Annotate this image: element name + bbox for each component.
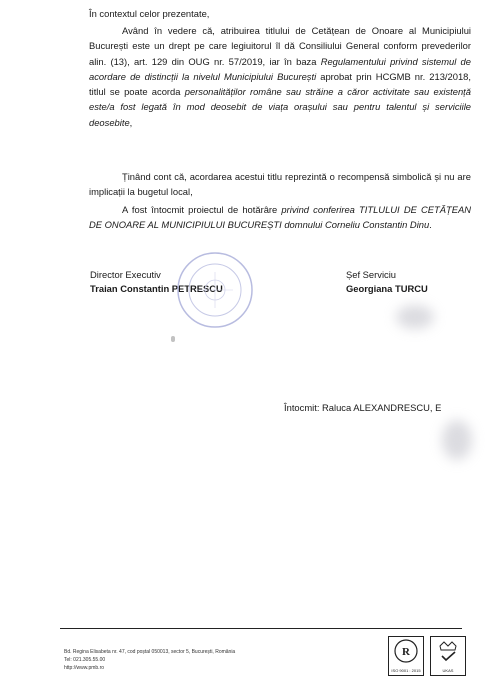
paragraph-project-text: A fost întocmit proiectul de hotărâre (122, 204, 282, 215)
redacted-signature (442, 420, 472, 460)
iso-seal-icon (389, 637, 423, 667)
eligibility-criteria: personalităților române sau străine a căror activitate sau existență este/a fost legată în mod deosebit de viața orașului sau pentru talentul și serviciile deosebite (89, 86, 471, 128)
footer-website: http://www.pmb.ro (64, 665, 105, 671)
ukas-crown-check-icon (431, 637, 465, 667)
redacted-signature (396, 305, 434, 329)
opening-line (89, 6, 471, 21)
paragraph-legal-basis-middle: aprobat prin HCGMB nr. 213/2018, titlul se poate acorda (89, 70, 471, 98)
paragraph-legal-basis (89, 23, 471, 130)
ukas-caption: UKAS (442, 668, 454, 673)
prepared-by: Întocmit: Raluca ALEXANDRESCU, E (284, 402, 442, 413)
project-title: privind conferirea TITLULUI DE CETĂȚEAN DE ONOARE AL MUNICIPIULUI BUCUREȘTI domnului Corneliu Constantin Dinu (89, 204, 472, 231)
footer-address (64, 648, 235, 672)
regulation-title: Regulamentului privind sistemul de acordare de distincții la nivelul Municipiului București (89, 55, 471, 82)
official-stamp (175, 250, 255, 330)
paragraph-project-end: . (429, 219, 432, 231)
signature-left-role: Director Executiv (90, 269, 161, 280)
paragraph-legal-basis-end: , (129, 116, 133, 128)
paragraph-budget (89, 169, 471, 200)
footer-address-line: Bd. Regina Elisabeta nr. 47, cod poștal 050013, sector 5, București, România (64, 649, 236, 655)
ukas-certification-badge (430, 636, 466, 676)
iso-certification-badge (388, 636, 424, 676)
footer-divider (60, 628, 462, 629)
ink-mark (171, 336, 175, 342)
opening-text: În contextul celor prezentate, (89, 8, 210, 19)
footer-phone: Tel: 021.305.55.00 (64, 657, 106, 663)
signature-right-role: Șef Serviciu (346, 269, 397, 280)
paragraph-budget-text: Ținând cont că, acordarea acestui titlu reprezintă o recompensă simbolică și nu are implicații la bugetul local, (89, 171, 471, 198)
signature-left-name: Traian Constantin PETRESCU (90, 283, 223, 294)
paragraph-legal-basis-text: Având în vedere că, atribuirea titlului de Cetățean de Onoare al Municipiului București este un drept pe care legiuitorul îl dă Consiliului General conform prevederilor alin. (13), art. 129 din OUG nr. 57/2019, iar în baza (89, 25, 471, 67)
signature-right (346, 268, 428, 296)
iso-caption: ISO 9001 : 2015 (391, 668, 421, 673)
paragraph-project (89, 202, 471, 233)
signature-right-name: Georgiana TURCU (346, 283, 428, 294)
svg-text:R: R (402, 646, 410, 658)
